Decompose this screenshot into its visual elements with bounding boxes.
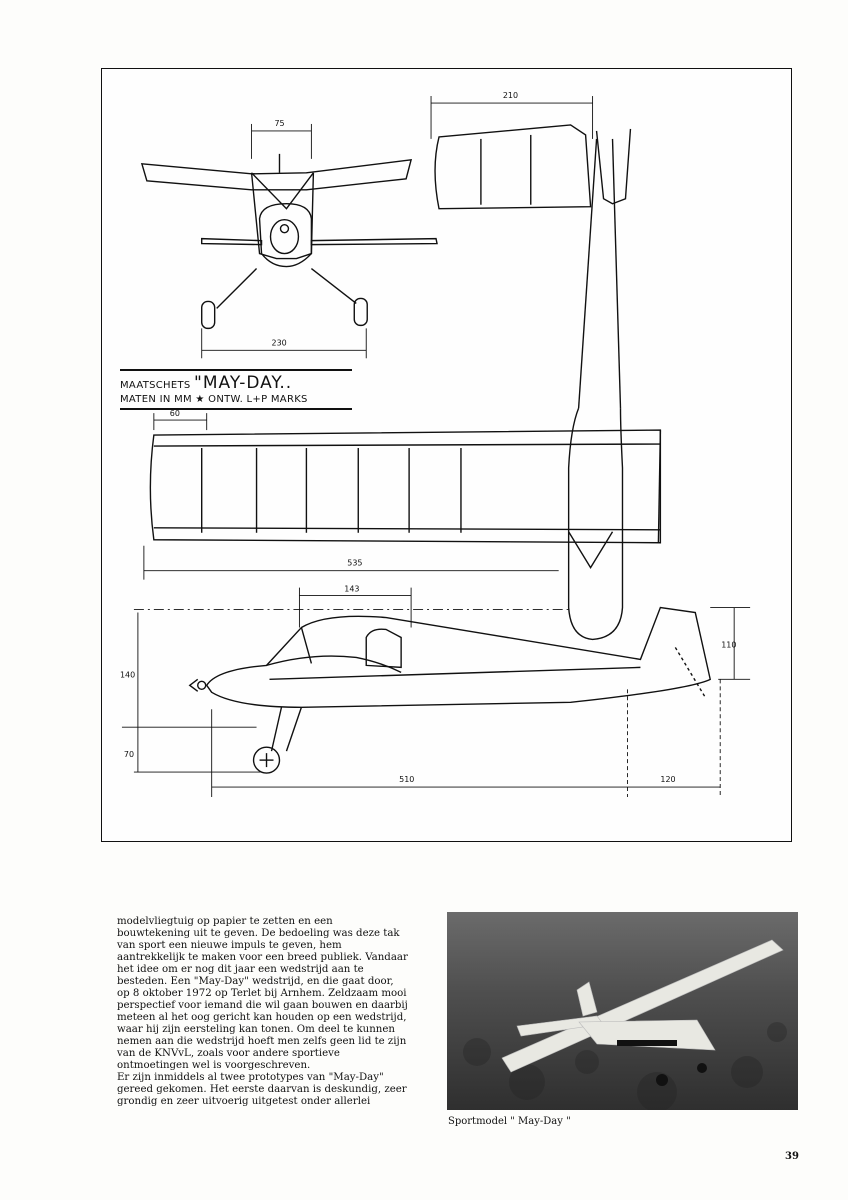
title-line-2: MATEN IN MM ★ ONTW. L+P MARKS xyxy=(120,393,308,405)
dim-tail-span: 210 xyxy=(502,91,519,101)
model-name: "MAY-DAY.. xyxy=(194,373,293,393)
drawing-title xyxy=(120,369,352,410)
dim-fuselage-height: 140 xyxy=(119,670,136,680)
dim-front-wheel: 230 xyxy=(271,338,287,348)
title-rule xyxy=(120,369,352,371)
photo-caption: Sportmodel " May-Day " xyxy=(448,1116,571,1127)
side-view xyxy=(190,608,710,774)
article-paragraph-2: Er zijn inmiddels al twee prototypes van "May-Day" gereed gekomen. Het eerste daarvan is deskundig, zeer grondig en zeer uitvoerig uitgetest onder allerlei xyxy=(117,1072,407,1107)
article-text xyxy=(117,916,409,1108)
model-photo xyxy=(447,912,798,1110)
dim-fuselage-length: 510 xyxy=(399,775,415,785)
title-rule-bottom xyxy=(120,408,352,410)
front-view xyxy=(142,154,437,328)
dim-fin-height: 110 xyxy=(721,640,737,650)
article-paragraph-1: modelvliegtuig op papier te zetten en een bouwtekening uit te geven. De bedoeling was deze tak van sport een nieuwe impuls te geven, hem aantrekkelijk te maken voor een breed publiek. Vandaar het idee om er nog dit jaar een wedstrijd aan te besteden. Een "May-Day" wedstrijd, en die gaat door, op 8 oktober 1972 op Terlet bij Arnhem. Zeldzaam mooi perspectief voor iemand die wil gaan bouwen en daarbij meteen al het oog gericht kan houden op een wedstrijd, waar hij zijn eersteling kan tonen. Om deel te kunnen nemen aan die wedstrijd hoeft men zelfs geen lid te zijn van de KNVvL, zoals voor andere sportieve ontmoetingen wel is voorgeschreven. xyxy=(117,916,408,1071)
title-line-1 xyxy=(120,374,352,394)
title-prefix: MAATSCHETS xyxy=(120,380,191,391)
dim-canopy: 143 xyxy=(344,584,360,594)
dim-root-chord: 60 xyxy=(169,409,180,419)
photo-svg xyxy=(447,912,798,1110)
dim-gear-height: 70 xyxy=(123,750,135,760)
dim-half-span: 535 xyxy=(347,558,363,568)
dim-front-fin: 75 xyxy=(274,118,285,128)
three-view-drawing xyxy=(101,68,792,842)
page-number: 39 xyxy=(785,1151,799,1162)
dim-tail-length: 120 xyxy=(660,775,676,785)
plan-svg xyxy=(102,69,791,841)
